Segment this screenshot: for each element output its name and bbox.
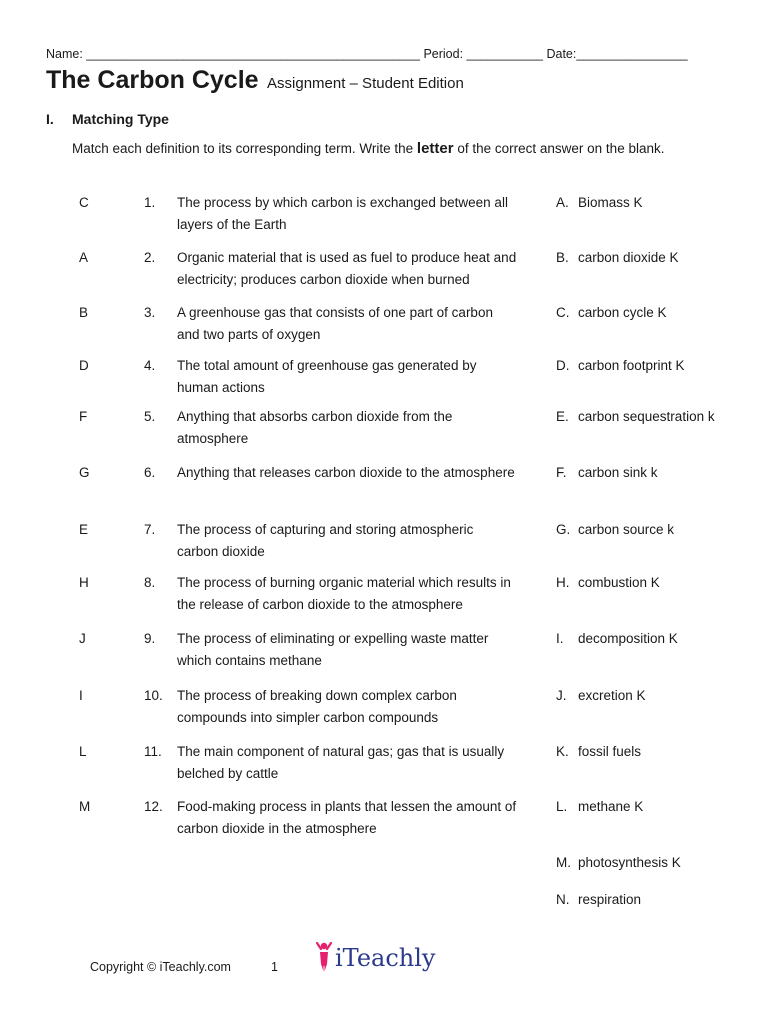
question-text: The process of breaking down complex carbon compounds into simpler carbon compounds [177,688,457,725]
question-text: Anything that releases carbon dioxide to the atmosphere [177,465,515,480]
term-text: carbon dioxide K [578,250,679,265]
term-letter: E. [556,409,569,424]
question-number: 1. [144,195,156,210]
question-number: 7. [144,522,156,537]
question-text: Anything that absorbs carbon dioxide from the atmosphere [177,409,453,446]
question-number: 4. [144,358,156,373]
question-text: Food-making process in plants that lessen the amount of carbon dioxide in the atmosphere [177,799,517,836]
answer-blank: E [79,522,89,537]
question-text: The process of burning organic material which results in the release of carbon dioxide to the atmosphere [177,575,511,612]
term-letter: J. [556,688,567,703]
term-letter: M. [556,855,571,870]
pencil-figure-icon [314,940,334,976]
term-text: excretion K [578,688,646,703]
term-text: carbon cycle K [578,305,667,320]
answer-blank: J [79,631,86,646]
question-text: The process by which carbon is exchanged between all layers of the Earth [177,195,508,232]
question-number: 6. [144,465,156,480]
term-letter: G. [556,522,571,537]
name-period-date-line: Name: ________________________________________________ Period: ___________ Date:________________ [46,47,688,61]
section-title: Matching Type [72,111,169,127]
question-text: The total amount of greenhouse gas generated by human actions [177,358,477,395]
iteachly-logo [314,940,435,976]
answer-blank: M [79,799,91,814]
instructions [72,140,664,157]
answer-blank: F [79,409,88,424]
copyright-text: Copyright © iTeachly.com [90,960,231,974]
term-letter: N. [556,892,570,907]
answer-blank: C [79,195,89,210]
title-subtitle: Assignment – Student Edition [267,75,464,92]
answer-blank: D [79,358,89,373]
question-number: 9. [144,631,156,646]
question-number: 3. [144,305,156,320]
logo-text: iTeachly [335,944,436,972]
term-text: carbon source k [578,522,675,537]
question-text: The process of eliminating or expelling waste matter which contains methane [177,631,489,668]
question-text: The main component of natural gas; gas that is usually belched by cattle [177,744,505,781]
term-text: respiration [578,892,642,907]
answer-blank: I [79,688,83,703]
term-text: carbon sink k [578,465,658,480]
question-number: 2. [144,250,156,265]
question-text: Organic material that is used as fuel to produce heat and electricity; produces carbon dioxide when burned [177,250,517,287]
term-letter: D. [556,358,570,373]
question-number: 10. [144,688,163,703]
question-number: 5. [144,409,156,424]
page-number: 1 [271,960,278,974]
answer-blank: H [79,575,89,590]
term-text: carbon sequestration k [578,409,715,424]
term-text: photosynthesis K [578,855,681,870]
instruction-text-after: of the correct answer on the blank. [453,141,665,156]
question-text: A greenhouse gas that consists of one part of carbon and two parts of oxygen [177,305,493,342]
question-number: 11. [144,744,162,759]
instruction-emphasis: letter [416,140,454,157]
term-text: fossil fuels [578,744,642,759]
answer-blank: A [79,250,89,265]
question-number: 8. [144,575,156,590]
question-number: 12. [144,799,163,814]
answer-blank: L [79,744,87,759]
document-title [46,66,464,95]
term-text: combustion K [578,575,660,590]
term-letter: A. [556,195,569,210]
term-letter: B. [556,250,569,265]
term-letter: L. [556,799,568,814]
question-text: The process of capturing and storing atmospheric carbon dioxide [177,522,474,559]
title-main: The Carbon Cycle [46,66,259,94]
instruction-text-before: Match each definition to its corresponding term. Write the [72,141,417,156]
answer-blank: G [79,465,90,480]
answer-blank: B [79,305,89,320]
term-letter: C. [556,305,570,320]
section-number: I. [46,111,54,127]
term-letter: H. [556,575,570,590]
term-text: carbon footprint K [578,358,685,373]
term-text: Biomass K [578,195,643,210]
term-letter: K. [556,744,569,759]
term-letter: I. [556,631,564,646]
term-text: decomposition K [578,631,678,646]
term-letter: F. [556,465,567,480]
term-text: methane K [578,799,644,814]
